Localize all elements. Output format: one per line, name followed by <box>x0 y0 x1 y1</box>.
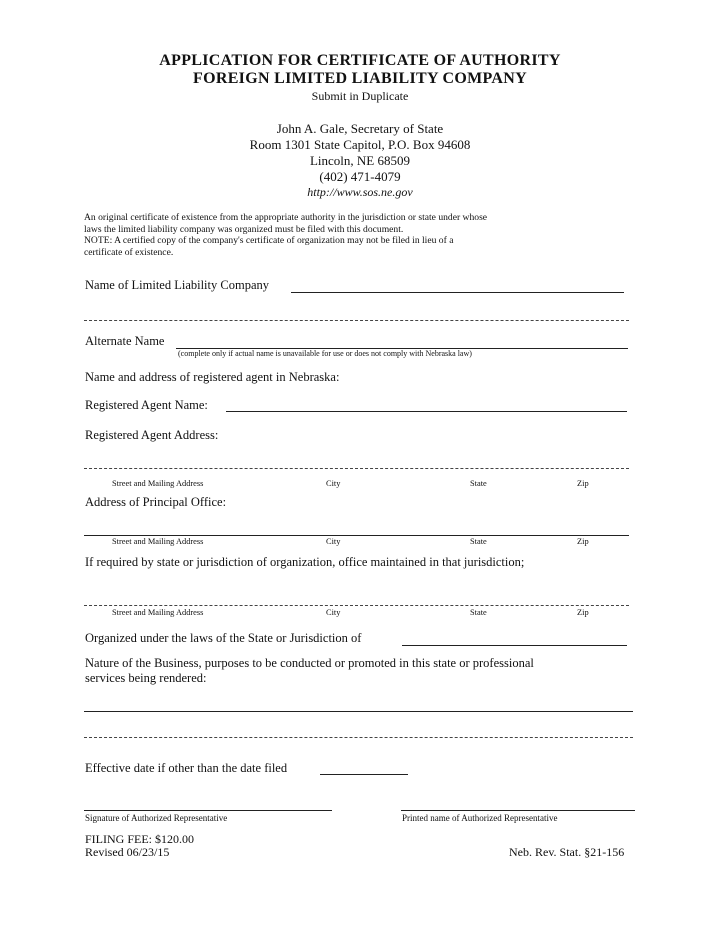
agent-street-caption: Street and Mailing Address <box>112 479 204 488</box>
agent-address-field[interactable] <box>84 468 629 469</box>
company-name-label: Name of Limited Liability Company <box>85 278 269 292</box>
form-subtitle-type: FOREIGN LIMITED LIABILITY COMPANY <box>193 70 527 87</box>
agent-name-field[interactable] <box>226 411 627 412</box>
alternate-name-label: Alternate Name <box>85 334 165 348</box>
notice-line-3: NOTE: A certified copy of the company's certificate of organization may not be filed in lieu of a <box>84 235 454 246</box>
principal-zip-caption: Zip <box>577 537 589 546</box>
company-name-extra-line[interactable] <box>84 320 629 321</box>
agent-zip-caption: Zip <box>577 479 589 488</box>
business-nature-label-1: Nature of the Business, purposes to be conducted or promoted in this state or professional <box>85 656 534 670</box>
alternate-name-note: (complete only if actual name is unavailable for use or does not comply with Nebraska law) <box>178 349 472 358</box>
revised-date: Revised 06/23/15 <box>85 845 170 859</box>
office-phone: (402) 471-4079 <box>319 169 401 184</box>
jurisdiction-state-caption: State <box>470 608 487 617</box>
organized-under-label: Organized under the laws of the State or Jurisdiction of <box>85 631 362 645</box>
form-title: APPLICATION FOR CERTIFICATE OF AUTHORITY <box>159 52 561 69</box>
notice-paragraph <box>84 212 632 258</box>
signature-caption: Signature of Authorized Representative <box>85 813 228 823</box>
notice-line-2: laws the limited liability company was organized must be filed with this document. <box>84 223 404 235</box>
principal-office-field[interactable] <box>84 535 629 536</box>
jurisdiction-city-caption: City <box>326 608 341 617</box>
filing-fee: FILING FEE: $120.00 <box>85 832 194 846</box>
agent-state-caption: State <box>470 479 487 488</box>
effective-date-label: Effective date if other than the date filed <box>85 761 288 775</box>
jurisdiction-office-label: If required by state or jurisdiction of organization, office maintained in that jurisdiction; <box>85 555 525 569</box>
principal-city-caption: City <box>326 537 341 546</box>
jurisdiction-office-field[interactable] <box>84 605 629 606</box>
principal-office-label: Address of Principal Office: <box>85 495 227 509</box>
organized-under-field[interactable] <box>402 645 627 646</box>
notice-line-4: certificate of existence. <box>84 246 174 258</box>
business-nature-field-1[interactable] <box>84 711 633 712</box>
submit-note: Submit in Duplicate <box>311 89 409 103</box>
office-address-1: Room 1301 State Capitol, P.O. Box 94608 <box>249 137 471 152</box>
agent-city-caption: City <box>326 479 341 488</box>
business-nature-field-2[interactable] <box>84 737 633 738</box>
effective-date-field[interactable] <box>320 774 408 775</box>
agent-heading: Name and address of registered agent in Nebraska: <box>85 370 340 384</box>
principal-street-caption: Street and Mailing Address <box>112 537 204 546</box>
statute-reference: Neb. Rev. Stat. §21-156 <box>509 845 625 859</box>
business-nature-label-2: services being rendered: <box>85 671 207 685</box>
principal-state-caption: State <box>470 537 487 546</box>
office-name: John A. Gale, Secretary of State <box>276 121 444 136</box>
jurisdiction-zip-caption: Zip <box>577 608 589 617</box>
signature-field[interactable] <box>84 810 332 811</box>
printed-name-field[interactable] <box>401 810 635 811</box>
company-name-field[interactable] <box>291 292 624 293</box>
agent-address-label: Registered Agent Address: <box>85 428 219 442</box>
office-website[interactable]: http://www.sos.ne.gov <box>307 185 413 199</box>
jurisdiction-street-caption: Street and Mailing Address <box>112 608 204 617</box>
office-address-2: Lincoln, NE 68509 <box>309 153 410 168</box>
notice-line-1: An original certificate of existence from the appropriate authority in the jurisdiction or state under whose <box>84 212 488 223</box>
printed-name-caption: Printed name of Authorized Representative <box>402 813 558 823</box>
agent-name-label: Registered Agent Name: <box>85 398 208 412</box>
